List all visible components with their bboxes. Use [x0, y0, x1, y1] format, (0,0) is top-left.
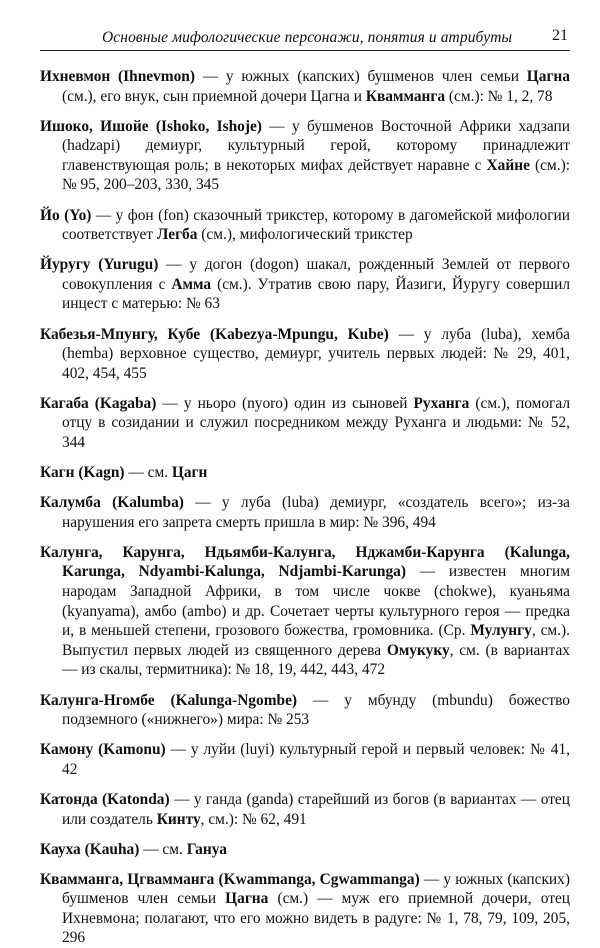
entry-ref: Хайне	[486, 156, 530, 174]
entry-text: (см.): № 95, 200–203, 330, 345	[62, 156, 570, 194]
entry-term: Квамманга, Цгвамманга (Kwammanga, Cgwammanga)	[40, 870, 420, 888]
running-title: Основные мифологические персонажи, понятия и атрибуты	[102, 29, 513, 46]
entry-term: Кабезья-Мпунгу, Кубе (Kabezya-Mpungu, Kube)	[40, 325, 389, 343]
entry-text: , см.): № 62, 491	[200, 810, 307, 828]
entry-text: — у луйи (luyi) культурный герой и первый человек: № 41, 42	[62, 741, 570, 778]
entry-text: — у ганда (ganda) старейший из богов (в вариантах — отец или создатель	[62, 790, 571, 828]
glossary-entry	[40, 206, 570, 245]
entry-text: — у мбунду (mbundu) божество подземного («нижнего») мира: № 253	[62, 691, 570, 729]
entry-term: Кагаба (Kagaba)	[40, 394, 157, 412]
entry-ref: Легба	[156, 226, 198, 244]
entry-text: — у южных (капских) бушменов член семьи	[195, 68, 527, 85]
page-number: 21	[552, 27, 568, 44]
entry-text: — у луба (luba) демиург, «создатель всего»; из-за нарушения его запрета смерть пришла в мир: № 396, 494	[62, 494, 570, 531]
glossary-entry	[40, 840, 570, 860]
entry-term: Кауха (Kauha)	[40, 840, 140, 858]
glossary-entry	[40, 790, 570, 829]
entry-ref: Амма	[171, 275, 212, 293]
glossary-entry	[40, 740, 570, 779]
entry-text: , см.). Выпустил первых людей из священного дерева	[62, 622, 570, 659]
entry-term: Ишоко, Ишойе (Ishoko, Ishoje)	[40, 117, 262, 135]
glossary-entry	[40, 870, 570, 948]
entry-text: — у догон (dogon) шакал, рожденный Землей от первого совокупления с	[62, 256, 570, 293]
entry-text: (см.), его внук, сын приемной дочери Цагна и	[62, 87, 366, 105]
glossary-entry	[40, 325, 570, 384]
entry-term: Камону (Kamonu)	[40, 741, 166, 759]
glossary-entries	[40, 67, 570, 948]
running-header	[40, 26, 570, 51]
entry-text: — известен многим народам Западной Африки, в том числе чокве (chokwe), куаньяма (kyanyama), амбо (ambo) и др. Сочетает черты культурного героя — предка и, в меньшей степени, грозового божества, громовника. (Ср.	[62, 563, 570, 640]
glossary-entry	[40, 255, 570, 314]
entry-ref: Мулунгу	[470, 622, 532, 640]
entry-text: — см.	[139, 840, 187, 858]
entry-term: Калумба (Kalumba)	[40, 494, 184, 512]
entry-text: (см.) — муж его приемной дочери, отец Ихневмона; полагают, что его можно видеть в радуге: № 1, 78, 79, 109, 205, 296	[62, 890, 571, 947]
entry-term: Йо (Yo)	[40, 206, 92, 224]
entry-term: Калунга, Карунга, Ндьямби-Калунга, Нджамби-Карунга (Kalunga, Karunga, Ndyambi-Kalunga, Ndjambi-Karunga)	[40, 543, 570, 581]
glossary-entry	[40, 463, 570, 483]
entry-term: Йуругу (Yurugu)	[40, 256, 159, 274]
entry-text: (см.). Утратив свою пару, Йазиги, Йуругу совершил инцест с матерью: № 63	[62, 275, 570, 313]
entry-text: — у бушменов Восточной Африки хадзапи (hadzapi) демиург, культурный герой, которому принадлежит главенствующая роль; в некоторых мифах действует наравне с	[62, 117, 571, 174]
entry-text: — у южных (капских) бушменов член семьи	[62, 870, 570, 908]
entry-ref: Руханга	[413, 394, 470, 412]
entry-term: Ихневмон (Ihnevmon)	[40, 68, 195, 85]
entry-ref: Квамманга	[365, 87, 446, 105]
glossary-entry	[40, 691, 570, 730]
entry-ref: Цагна	[526, 68, 570, 85]
entry-ref: Цагна	[225, 890, 269, 908]
glossary-entry	[40, 543, 570, 680]
entry-text: — см.	[124, 464, 172, 482]
entry-text: — у луба (luba), хемба (hemba) верховное существо, демиург, учитель первых людей: № 29, 401, 402, 454, 455	[62, 325, 570, 382]
entry-term: Калунга-Нгомбе (Kalunga-Ngombe)	[40, 691, 298, 709]
glossary-entry	[40, 117, 570, 195]
entry-text: (см.), мифологический трикстер	[197, 226, 413, 244]
entry-ref: Гануа	[186, 840, 227, 858]
entry-ref: Омукуку	[386, 641, 450, 659]
entry-text: — у фон (fon) сказочный трикстер, которому в дагомейской мифологии соответствует	[62, 206, 570, 244]
entry-ref: Цагн	[171, 464, 208, 482]
entry-ref: Кинту	[156, 810, 201, 828]
glossary-entry	[40, 493, 570, 532]
entry-text: (см.), помогал отцу в созидании и служил посредником между Руханга и людьми: № 52, 344	[62, 394, 570, 451]
entry-text: — у ньоро (nyoro) один из сыновей	[156, 394, 414, 412]
glossary-entry	[40, 67, 570, 106]
entry-term: Кагн (Kagn)	[40, 464, 125, 482]
entry-term: Катонда (Katonda)	[40, 790, 170, 808]
entry-text: (см.): № 1, 2, 78	[445, 87, 553, 105]
glossary-entry	[40, 394, 570, 453]
entry-text: , см. (в вариантах — из скалы, термитника): № 18, 19, 442, 443, 472	[62, 641, 570, 679]
